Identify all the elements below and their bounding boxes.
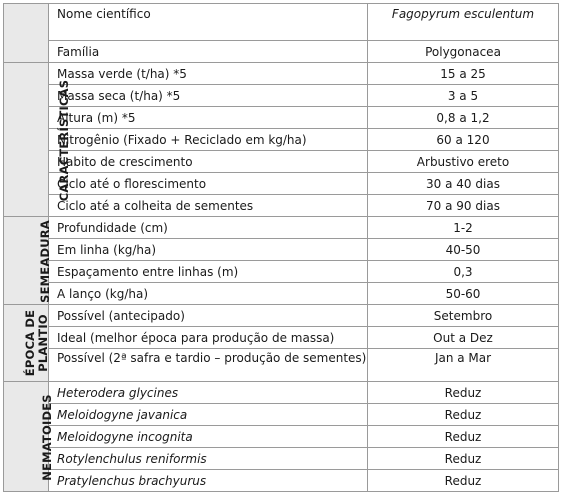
row-label: Ideal (melhor época para produção de massa) <box>49 327 368 349</box>
table-row <box>4 283 559 305</box>
group-label-epoca: ÉPOCA DE PLANTIO <box>4 305 49 382</box>
family-value: Polygonacea <box>368 41 559 63</box>
row-value: 1-2 <box>368 217 559 239</box>
scientific-name-label: Nome científico <box>49 4 368 41</box>
row-label: Possível (antecipado) <box>49 305 368 327</box>
table-row <box>4 470 559 492</box>
row-label: Habito de crescimento <box>49 151 368 173</box>
row-value: 50-60 <box>368 283 559 305</box>
row-value: 0,3 <box>368 261 559 283</box>
table-row <box>4 195 559 217</box>
row-label: Em linha (kg/ha) <box>49 239 368 261</box>
row-label: Meloidogyne javanica <box>49 404 368 426</box>
group-label-nematoides: NEMATOIDES <box>4 382 49 492</box>
row-label: Heterodera glycines <box>49 382 368 404</box>
scientific-name-value: Fagopyrum esculentum <box>368 4 559 41</box>
row-value: 30 a 40 dias <box>368 173 559 195</box>
species-info-table <box>3 3 559 492</box>
table-row <box>4 382 559 404</box>
table-row <box>4 404 559 426</box>
row-value: 70 a 90 dias <box>368 195 559 217</box>
row-label: Altura (m) *5 <box>49 107 368 129</box>
table-row <box>4 426 559 448</box>
row-label: Rotylenchulus reniformis <box>49 448 368 470</box>
row-value: Reduz <box>368 426 559 448</box>
table-row <box>4 41 559 63</box>
table-row <box>4 63 559 85</box>
row-label: Massa seca (t/ha) *5 <box>49 85 368 107</box>
row-label: Massa verde (t/ha) *5 <box>49 63 368 85</box>
row-value: Arbustivo ereto <box>368 151 559 173</box>
group-label-caracteristicas: CARACTERÍSTICAS <box>4 63 49 217</box>
row-value: 3 a 5 <box>368 85 559 107</box>
table-row <box>4 217 559 239</box>
row-value: 0,8 a 1,2 <box>368 107 559 129</box>
table-row <box>4 239 559 261</box>
table-row <box>4 448 559 470</box>
row-value: Setembro <box>368 305 559 327</box>
row-label: Ciclo até a colheita de sementes <box>49 195 368 217</box>
table-row <box>4 173 559 195</box>
row-value: 15 a 25 <box>368 63 559 85</box>
row-label: Profundidade (cm) <box>49 217 368 239</box>
row-value: Reduz <box>368 382 559 404</box>
row-label: Meloidogyne incognita <box>49 426 368 448</box>
row-label: Nitrogênio (Fixado + Reciclado em kg/ha) <box>49 129 368 151</box>
table-row <box>4 305 559 327</box>
row-value: Reduz <box>368 404 559 426</box>
group-label-semeadura: SEMEADURA <box>4 217 49 305</box>
family-label: Família <box>49 41 368 63</box>
row-value: Reduz <box>368 470 559 492</box>
table-row <box>4 129 559 151</box>
row-value: 60 a 120 <box>368 129 559 151</box>
table-row <box>4 349 559 382</box>
row-value: Reduz <box>368 448 559 470</box>
header-group-cell <box>4 4 49 63</box>
row-value: 40-50 <box>368 239 559 261</box>
table-row <box>4 107 559 129</box>
row-label: Pratylenchus brachyurus <box>49 470 368 492</box>
row-label: Espaçamento entre linhas (m) <box>49 261 368 283</box>
table-row <box>4 327 559 349</box>
table-row <box>4 151 559 173</box>
row-label: A lanço (kg/ha) <box>49 283 368 305</box>
row-label: Possível (2ª safra e tardio – produção de sementes) <box>49 349 368 382</box>
row-value: Out a Dez <box>368 327 559 349</box>
table-row <box>4 4 559 41</box>
row-value: Jan a Mar <box>368 349 559 382</box>
row-label: Ciclo até o florescimento <box>49 173 368 195</box>
table-row <box>4 85 559 107</box>
table-row <box>4 261 559 283</box>
